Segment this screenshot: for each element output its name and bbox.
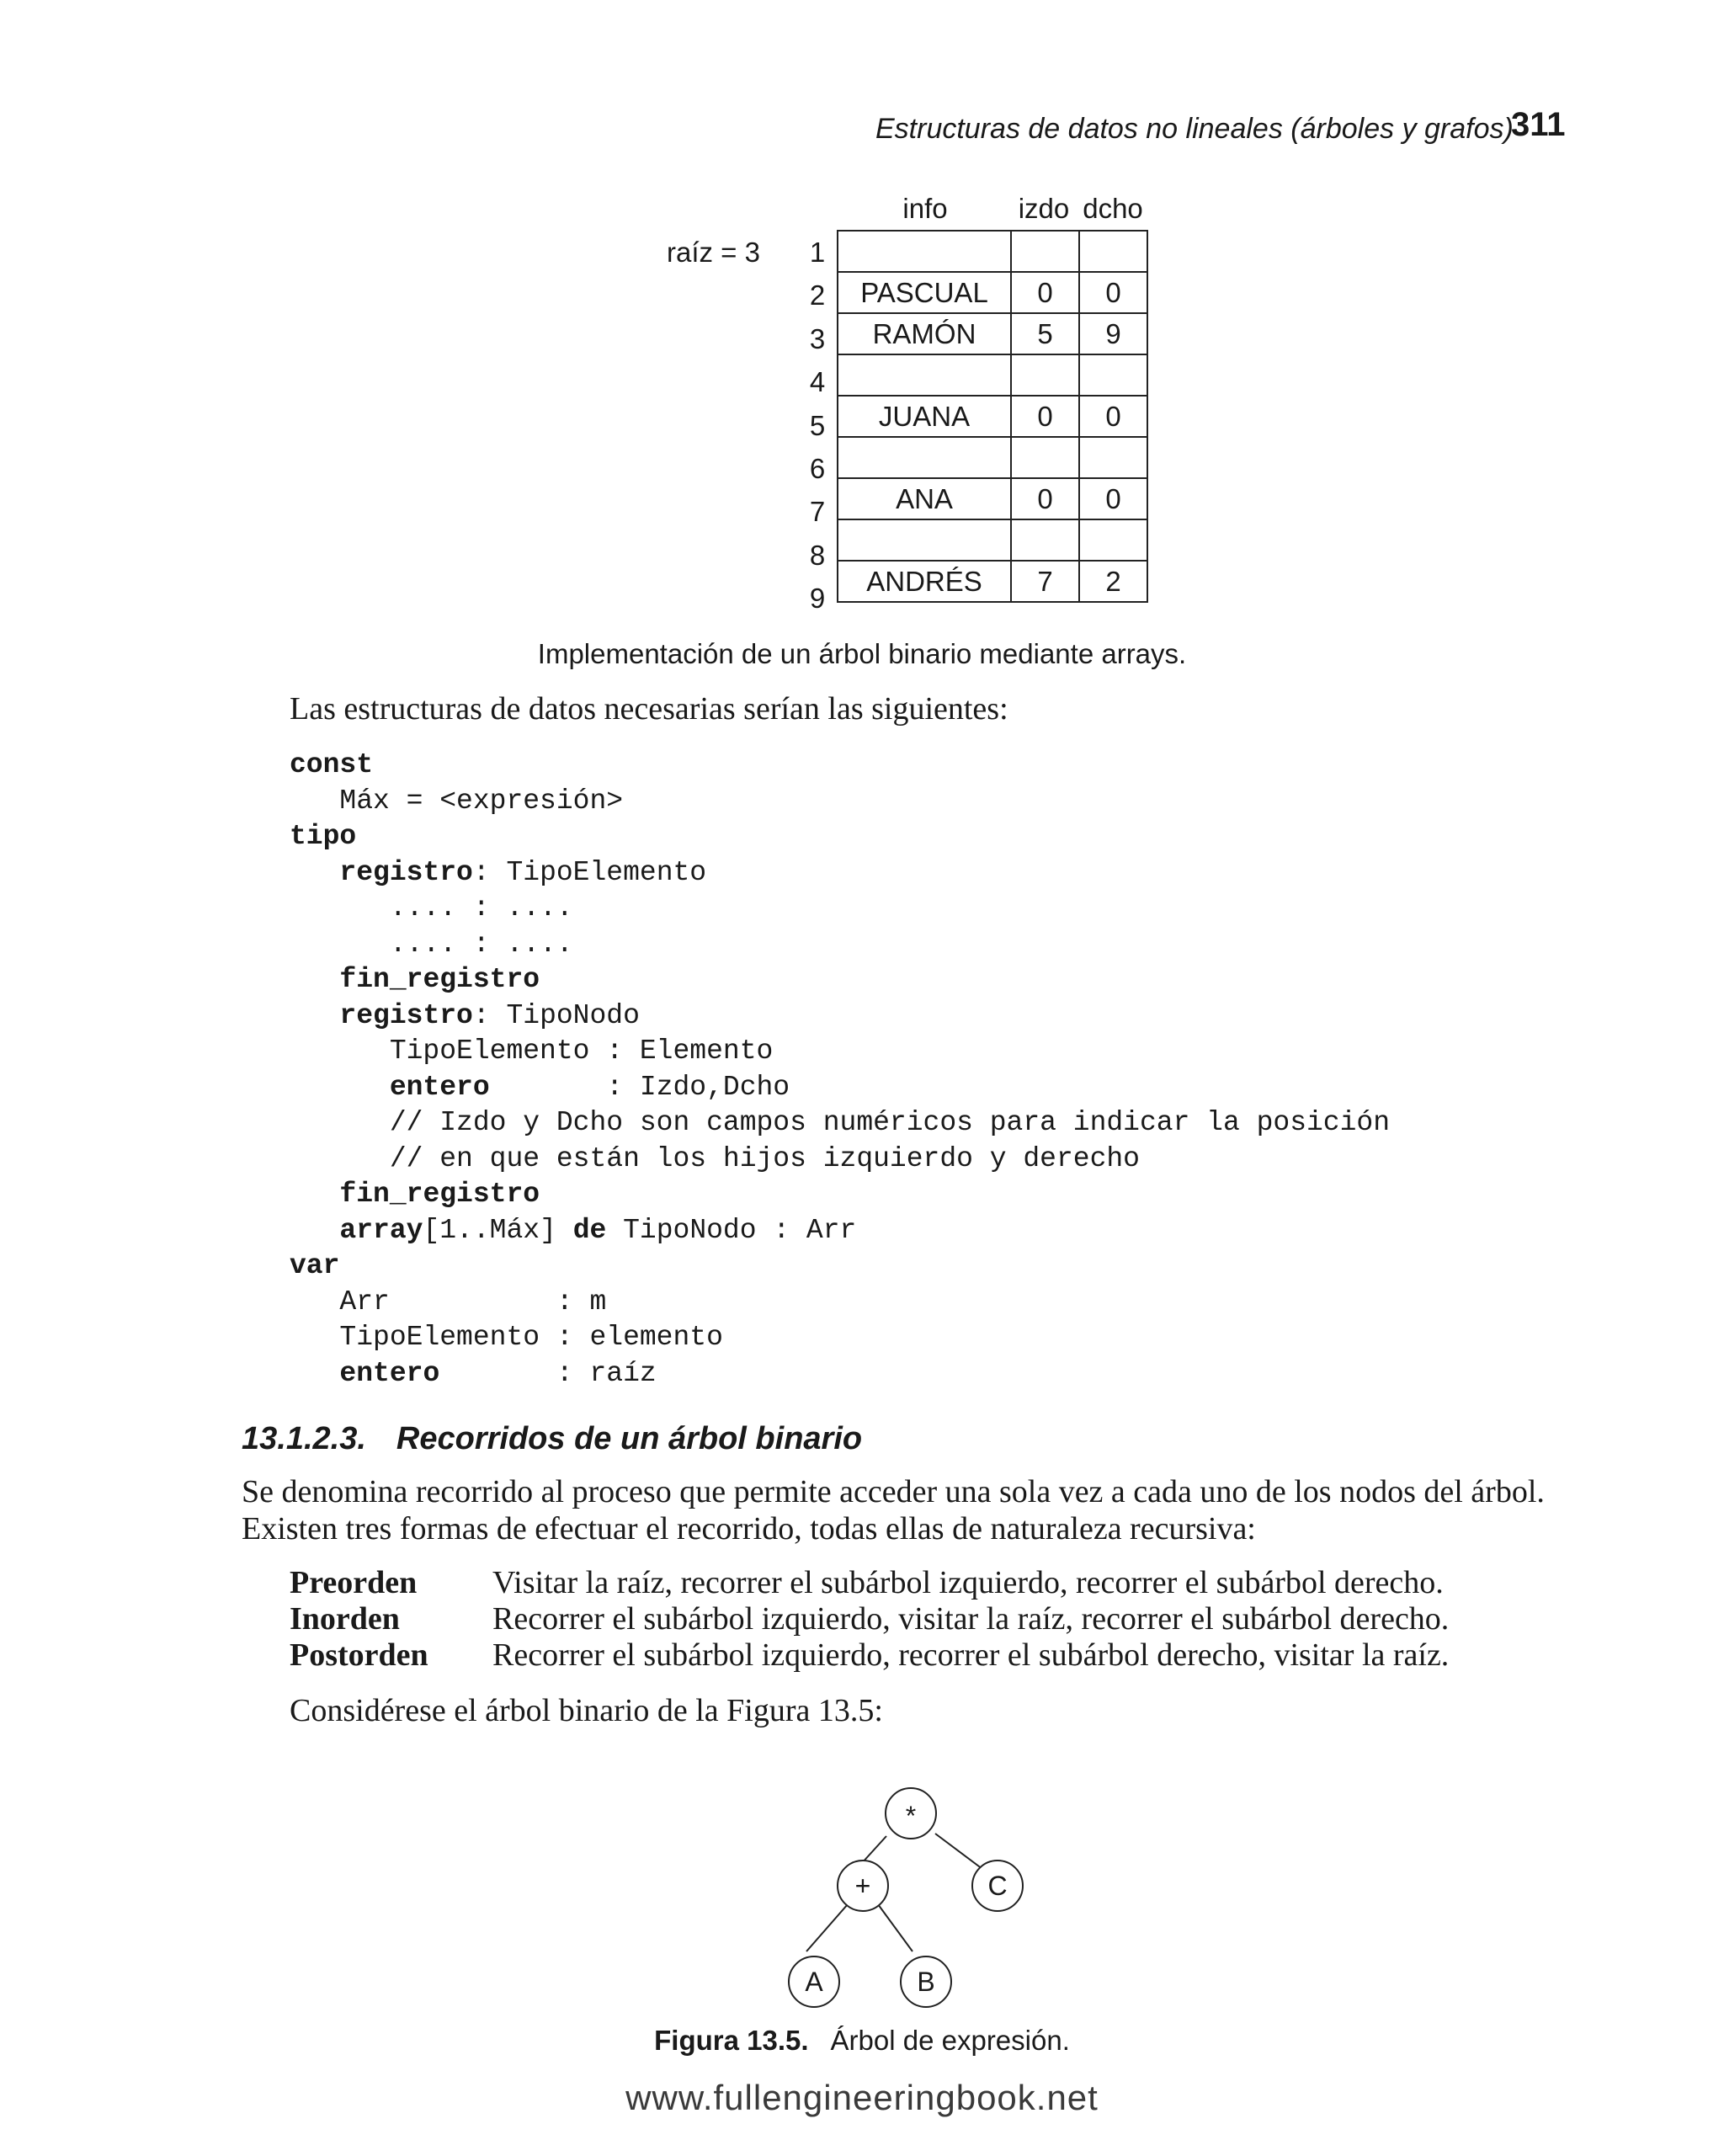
code-line	[290, 784, 1390, 820]
code-indent	[290, 1072, 390, 1103]
traversal-term-postorden: Postorden	[290, 1637, 428, 1673]
section-number: 13.1.2.3.	[242, 1421, 366, 1456]
array-cell-dcho	[1079, 437, 1147, 478]
array-cell-dcho: 0	[1079, 272, 1147, 313]
code-indent	[290, 1322, 339, 1353]
tree-node-label: *	[905, 1801, 917, 1831]
tree-edge	[806, 1904, 848, 1951]
page-number: 311	[1511, 106, 1566, 143]
intro-paragraph: Las estructuras de datos necesarias serían las siguientes:	[290, 691, 1008, 727]
array-row-index: 3	[809, 322, 826, 354]
code-line	[290, 748, 1390, 784]
array-cell-info: RAMÓN	[838, 313, 1011, 354]
array-row	[838, 354, 1147, 396]
code-text: // Izdo y Dcho son campos numéricos para indicar la posición	[389, 1107, 1391, 1138]
array-cell-izdo: 5	[1011, 313, 1079, 354]
code-line	[290, 1213, 1390, 1249]
array-cell-info: PASCUAL	[838, 272, 1011, 313]
traversal-term-inorden: Inorden	[290, 1601, 400, 1637]
tree-node-label: A	[805, 1967, 823, 1997]
array-cell-dcho	[1079, 519, 1147, 561]
code-text: Arr : m	[339, 1286, 607, 1318]
tree-node-label: C	[987, 1871, 1008, 1901]
column-header-izdo: izdo	[1018, 193, 1070, 224]
code-line	[290, 1105, 1390, 1142]
code-text: : TipoElemento	[472, 856, 707, 888]
expression-tree-diagram	[758, 1751, 1094, 2020]
code-indent	[290, 1000, 339, 1031]
code-text: TipoElemento : Elemento	[389, 1035, 774, 1067]
array-row-index: 8	[809, 539, 826, 571]
code-indent	[290, 929, 390, 960]
array-cell-info: JUANA	[838, 396, 1011, 437]
code-line	[290, 962, 1390, 998]
code-text: // en que están los hijos izquierdo y derecho	[389, 1142, 1140, 1174]
paragraph-line: Se denomina recorrido al proceso que permite acceder una sola vez a cada uno de los nodos del árbol.	[242, 1474, 1545, 1509]
code-indent	[290, 1286, 339, 1318]
array-row	[838, 561, 1147, 602]
code-keyword: const	[290, 749, 374, 780]
array-cell-dcho	[1079, 231, 1147, 272]
code-indent	[290, 892, 390, 924]
code-text: : raíz	[439, 1357, 657, 1389]
array-row	[838, 478, 1147, 519]
code-text: : TipoNodo	[472, 999, 640, 1031]
code-keyword: registro	[339, 999, 473, 1031]
array-cell-info: ANA	[838, 478, 1011, 519]
code-indent	[290, 1107, 390, 1138]
watermark-url: www.fullengineeringbook.net	[625, 2078, 1099, 2117]
code-keyword: de	[572, 1214, 607, 1246]
code-line	[290, 1285, 1390, 1321]
array-cell-izdo	[1011, 519, 1079, 561]
array-cell-info: ANDRÉS	[838, 561, 1011, 602]
code-indent	[290, 1179, 339, 1210]
section-heading	[242, 1421, 862, 1457]
code-line	[290, 1320, 1390, 1356]
code-text: Máx = <expresión>	[339, 785, 624, 817]
array-cell-dcho: 0	[1079, 478, 1147, 519]
code-indent	[290, 1143, 390, 1174]
code-indent	[290, 1358, 339, 1389]
code-line	[290, 1070, 1390, 1106]
array-figure-caption: Implementación de un árbol binario mediante arrays.	[537, 638, 1187, 669]
traversal-def-postorden: Recorrer el subárbol izquierdo, recorrer el subárbol derecho, visitar la raíz.	[492, 1637, 1450, 1673]
array-cell-info	[838, 231, 1011, 272]
code-text: TipoElemento : elemento	[339, 1322, 723, 1353]
root-label: raíz = 3	[667, 237, 760, 268]
column-header-dcho: dcho	[1083, 193, 1143, 224]
array-row	[838, 231, 1147, 272]
code-keyword: entero	[389, 1071, 490, 1103]
array-row-index: 4	[809, 366, 826, 398]
code-line	[290, 819, 1390, 855]
code-line	[290, 1248, 1390, 1285]
array-row	[838, 396, 1147, 437]
tree-node-label: +	[854, 1871, 871, 1901]
array-cell-dcho: 2	[1079, 561, 1147, 602]
array-row-index: 1	[809, 237, 826, 268]
array-cell-dcho: 9	[1079, 313, 1147, 354]
array-cell-izdo: 0	[1011, 478, 1079, 519]
code-keyword: var	[290, 1250, 340, 1281]
tree-edge	[935, 1834, 986, 1871]
code-indent	[290, 1035, 390, 1067]
figure-reference-paragraph: Considérese el árbol binario de la Figura 13.5:	[290, 1693, 883, 1728]
array-table	[837, 230, 1148, 603]
array-row-index: 9	[809, 583, 826, 615]
code-text: .... : ....	[389, 928, 573, 960]
array-row	[838, 519, 1147, 561]
figure-caption-text: Árbol de expresión.	[830, 2025, 1070, 2056]
code-indent	[290, 1215, 339, 1246]
array-cell-info	[838, 354, 1011, 396]
code-indent	[290, 857, 339, 888]
array-cell-izdo	[1011, 231, 1079, 272]
code-line	[290, 1177, 1390, 1213]
code-text: .... : ....	[389, 892, 573, 924]
array-row	[838, 437, 1147, 478]
array-cell-info	[838, 519, 1011, 561]
code-indent	[290, 964, 339, 995]
code-keyword: array	[339, 1214, 423, 1246]
code-line	[290, 1034, 1390, 1070]
code-line	[290, 998, 1390, 1035]
code-indent	[290, 785, 339, 817]
figure-caption	[0, 2025, 1724, 2057]
tree-edge	[878, 1904, 913, 1951]
array-cell-izdo: 0	[1011, 396, 1079, 437]
tree-node-label: B	[917, 1967, 935, 1997]
traversal-def-inorden: Recorrer el subárbol izquierdo, visitar la raíz, recorrer el subárbol derecho.	[492, 1601, 1450, 1637]
code-block	[290, 748, 1390, 1392]
code-text: TipoNodo : Arr	[606, 1214, 857, 1246]
array-row-index: 6	[809, 453, 826, 484]
code-keyword: fin_registro	[339, 964, 540, 995]
code-keyword: fin_registro	[339, 1179, 540, 1210]
code-keyword: entero	[339, 1357, 440, 1389]
array-row-index: 2	[809, 279, 826, 311]
array-row	[838, 313, 1147, 354]
code-line	[290, 855, 1390, 892]
code-text: [1..Máx]	[423, 1214, 573, 1246]
code-keyword: tipo	[290, 821, 357, 852]
code-line	[290, 1142, 1390, 1178]
running-head: Estructuras de datos no lineales (árboles y grafos)	[875, 113, 1514, 145]
array-cell-izdo: 0	[1011, 272, 1079, 313]
array-row-index: 7	[809, 496, 826, 528]
figure-label: Figura 13.5.	[654, 2025, 809, 2056]
recorridos-paragraph	[242, 1473, 1588, 1547]
column-header-info: info	[902, 193, 948, 224]
array-cell-info	[838, 437, 1011, 478]
array-cell-dcho	[1079, 354, 1147, 396]
array-cell-izdo: 7	[1011, 561, 1079, 602]
code-keyword: registro	[339, 856, 473, 888]
array-cell-dcho: 0	[1079, 396, 1147, 437]
array-row	[838, 272, 1147, 313]
array-row-index: 5	[809, 409, 826, 441]
paragraph-line: Existen tres formas de efectuar el recorrido, todas ellas de naturaleza recursiva:	[242, 1511, 1256, 1546]
code-text: : Izdo,Dcho	[489, 1071, 790, 1103]
traversal-def-preorden: Visitar la raíz, recorrer el subárbol izquierdo, recorrer el subárbol derecho.	[492, 1565, 1444, 1600]
code-line	[290, 927, 1390, 963]
array-cell-izdo	[1011, 354, 1079, 396]
code-line	[290, 891, 1390, 927]
code-line	[290, 1356, 1390, 1392]
array-cell-izdo	[1011, 437, 1079, 478]
section-title: Recorridos de un árbol binario	[396, 1421, 863, 1456]
traversal-term-preorden: Preorden	[290, 1565, 418, 1600]
